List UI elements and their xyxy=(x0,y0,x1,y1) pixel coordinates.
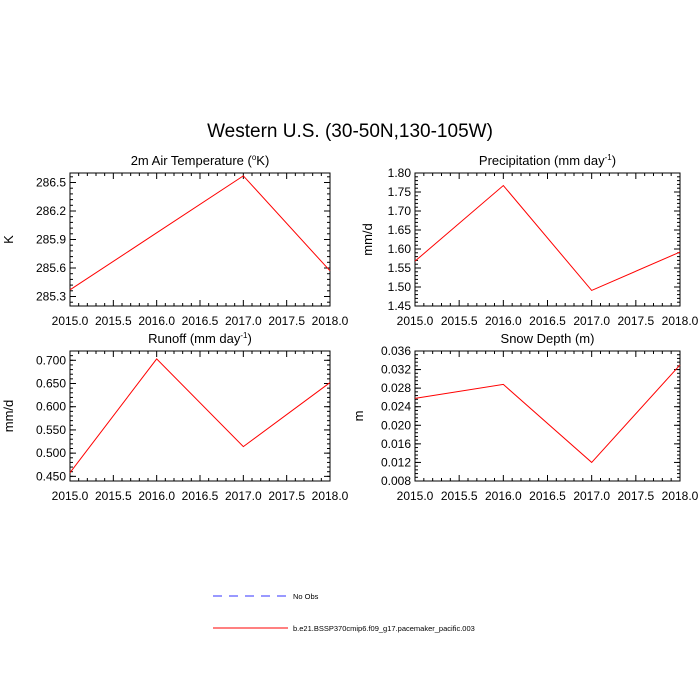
x-tick-label: 2016.5 xyxy=(529,489,566,503)
panel-precipitation xyxy=(360,153,699,328)
x-tick-label: 2015.0 xyxy=(51,489,89,503)
y-tick-label: 286.5 xyxy=(35,175,66,190)
x-tick-label: 2016.0 xyxy=(138,489,176,503)
panels xyxy=(1,153,699,503)
y-tick-label: 0.028 xyxy=(380,381,411,396)
y-tick-label: 1.45 xyxy=(387,299,411,313)
plot-frame xyxy=(70,173,330,306)
y-axis-label: mm/d xyxy=(1,399,16,433)
panel-title-main: Precipitation (mm day xyxy=(478,153,605,168)
y-tick-label: 0.012 xyxy=(380,455,411,470)
series-line-precipitation xyxy=(415,186,680,291)
y-tick-label: 0.650 xyxy=(35,376,66,391)
panel-title-superscript: -1 xyxy=(604,153,612,162)
y-tick-label: 1.75 xyxy=(387,185,411,199)
panel-title-end: ) xyxy=(247,331,252,346)
x-tick-label: 2018.0 xyxy=(661,314,699,328)
plot-frame xyxy=(70,351,330,481)
legend xyxy=(213,592,475,633)
panel-title xyxy=(501,331,595,346)
x-tick-label: 2015.5 xyxy=(440,489,478,503)
panel-title-end: ) xyxy=(611,153,617,168)
x-tick-label: 2015.5 xyxy=(94,489,132,503)
panel-title-superscript: -1 xyxy=(240,331,248,340)
y-tick-label: 0.020 xyxy=(380,418,411,433)
y-tick-label: 0.024 xyxy=(380,399,411,414)
y-tick-label: 1.50 xyxy=(387,280,411,294)
y-tick-label: 0.008 xyxy=(380,474,411,488)
x-tick-label: 2016.0 xyxy=(484,489,522,503)
panel-runoff xyxy=(1,331,349,503)
x-tick-label: 2018.0 xyxy=(311,314,349,328)
x-tick-label: 2018.0 xyxy=(311,489,349,503)
y-axis-label: K xyxy=(1,235,16,244)
x-tick-label: 2017.0 xyxy=(573,314,611,328)
x-tick-label: 2018.0 xyxy=(661,489,699,503)
x-tick-label: 2016.5 xyxy=(181,314,219,328)
panel-title-main: Runoff (mm day xyxy=(148,331,241,346)
y-tick-label: 0.500 xyxy=(35,446,66,461)
legend-label-no-obs: No Obs xyxy=(293,592,319,601)
y-tick-label: 1.60 xyxy=(387,242,411,256)
y-tick-label: 285.6 xyxy=(35,261,66,275)
y-tick-label: 0.550 xyxy=(35,422,66,437)
y-tick-label: 285.3 xyxy=(35,289,66,304)
panel-title-main: Snow Depth (m) xyxy=(500,331,595,346)
x-tick-label: 2016.0 xyxy=(484,314,522,328)
plot-frame xyxy=(415,173,680,306)
plot-frame xyxy=(415,351,680,481)
x-tick-label: 2016.5 xyxy=(529,314,566,328)
panel-title-end: K) xyxy=(256,153,270,168)
y-tick-label: 0.450 xyxy=(35,469,66,484)
x-tick-label: 2017.5 xyxy=(268,314,306,328)
x-tick-label: 2015.5 xyxy=(440,314,478,328)
y-tick-label: 1.80 xyxy=(387,166,411,180)
figure-title: Western U.S. (30-50N,130-105W) xyxy=(207,121,493,142)
panel-title-main: 2m Air Temperature ( xyxy=(130,153,252,168)
x-tick-label: 2016.0 xyxy=(138,314,176,328)
y-tick-label: 1.70 xyxy=(387,204,411,218)
x-tick-label: 2015.0 xyxy=(396,489,434,503)
x-tick-label: 2015.5 xyxy=(94,314,132,328)
panel-air-temperature xyxy=(1,153,349,328)
panel-title xyxy=(131,153,270,168)
x-tick-label: 2016.5 xyxy=(181,489,219,503)
y-tick-label: 0.600 xyxy=(35,399,66,414)
series-line-air-temperature xyxy=(70,176,330,290)
x-tick-label: 2017.0 xyxy=(224,489,262,503)
panel-snow-depth xyxy=(351,331,699,503)
x-tick-label: 2017.5 xyxy=(617,314,655,328)
x-tick-label: 2017.0 xyxy=(224,314,262,328)
x-tick-label: 2017.0 xyxy=(573,489,611,503)
y-axis-label: m xyxy=(351,410,366,422)
panel-title xyxy=(148,331,252,346)
y-tick-label: 0.016 xyxy=(380,436,411,451)
y-tick-label: 0.700 xyxy=(35,353,66,368)
panel-title xyxy=(479,153,616,168)
series-line-runoff xyxy=(70,359,330,473)
y-tick-label: 285.9 xyxy=(35,232,66,247)
y-axis-label: mm/d xyxy=(360,223,375,256)
y-tick-label: 0.032 xyxy=(380,362,411,377)
y-tick-label: 1.65 xyxy=(387,223,411,237)
y-tick-label: 1.55 xyxy=(387,261,411,275)
x-tick-label: 2015.0 xyxy=(51,314,89,328)
y-tick-label: 286.2 xyxy=(35,204,66,218)
x-tick-label: 2017.5 xyxy=(617,489,655,503)
x-tick-label: 2015.0 xyxy=(396,314,434,328)
series-line-snow-depth xyxy=(415,365,680,463)
y-tick-label: 0.036 xyxy=(380,344,411,358)
panel-title-superscript: o xyxy=(251,153,257,162)
legend-label-model: b.e21.BSSP370cmip6.f09_g17.pacemaker_pacific.003 xyxy=(293,624,475,633)
x-tick-label: 2017.5 xyxy=(268,489,306,503)
